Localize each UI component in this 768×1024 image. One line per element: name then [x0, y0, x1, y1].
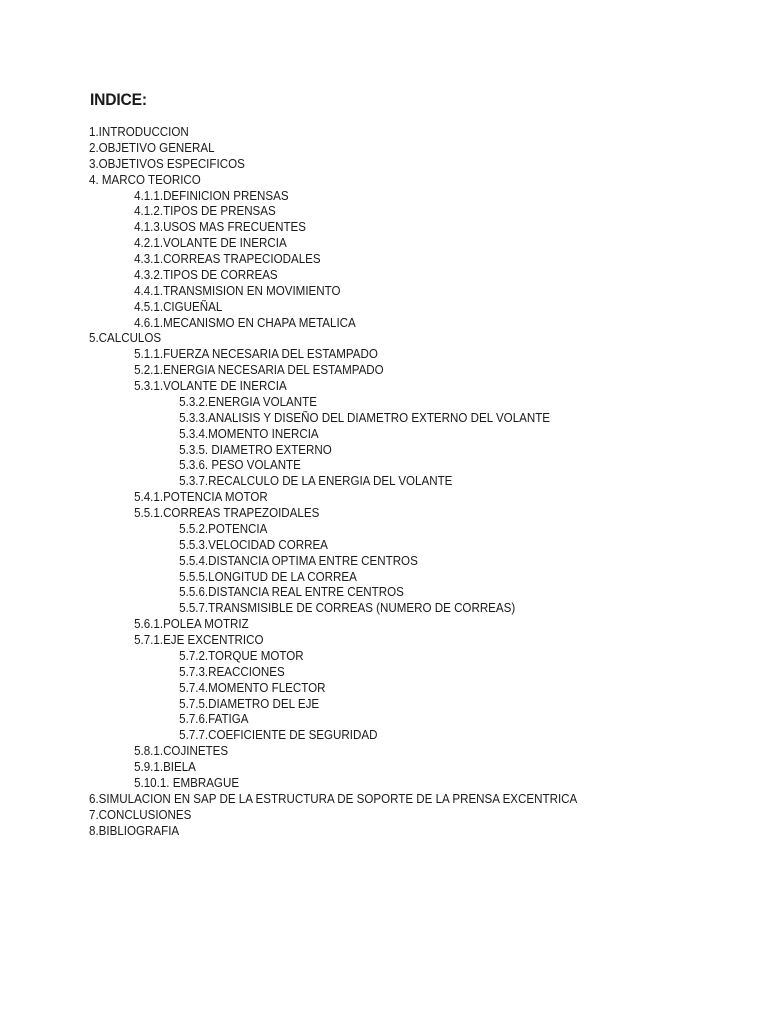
toc-entry: 7.CONCLUSIONES	[89, 807, 192, 822]
toc-entry: 5.1.1.FUERZA NECESARIA DEL ESTAMPADO	[134, 347, 378, 362]
toc-entry: 5.3.1.VOLANTE DE INERCIA	[134, 379, 287, 393]
toc-entry: 5.7.5.DIAMETRO DEL EJE	[179, 696, 320, 711]
toc-entry: 1.INTRODUCCION	[89, 125, 189, 139]
toc-entry: 8.BIBLIOGRAFIA	[89, 823, 180, 838]
toc-entry: 4.6.1.MECANISMO EN CHAPA METALICA	[134, 315, 356, 330]
toc-entry: 5.7.6.FATIGA	[179, 712, 249, 727]
toc-entry: 5.7.4.MOMENTO FLECTOR	[179, 680, 326, 695]
toc-entry: 5.3.4.MOMENTO INERCIA	[179, 426, 319, 441]
toc-entry: 5.3.7.RECALCULO DE LA ENERGIA DEL VOLANTE	[179, 474, 453, 489]
toc-entry: 4.4.1.TRANSMISION EN MOVIMIENTO	[134, 283, 341, 298]
toc-entry: 4.1.3.USOS MAS FRECUENTES	[134, 220, 306, 235]
toc-entry: 4.5.1.CIGUEÑAL	[134, 299, 223, 314]
toc-entry: 5.7.1.EJE EXCENTRICO	[134, 633, 264, 647]
toc-entry: 5.4.1.POTENCIA MOTOR	[134, 490, 268, 505]
toc-entry: 5.7.3.REACCIONES	[179, 664, 285, 679]
toc-entry: 5.8.1.COJINETES	[134, 744, 229, 759]
toc-entry: 4.2.1.VOLANTE DE INERCIA	[134, 236, 287, 251]
toc-entry: 2.OBJETIVO GENERAL	[89, 140, 215, 155]
toc-entry: 5.7.7.COEFICIENTE DE SEGURIDAD	[179, 728, 378, 743]
toc-entry: 6.SIMULACION EN SAP DE LA ESTRUCTURA DE SOPORTE DE LA PRENSA EXCENTRICA	[89, 791, 578, 806]
toc-entry: 5.10.1. EMBRAGUE	[134, 775, 240, 790]
page-title: INDICE:	[90, 90, 147, 109]
toc-entry: 5.5.1.CORREAS TRAPEZOIDALES	[134, 506, 320, 520]
toc-entry: 5.5.4.DISTANCIA OPTIMA ENTRE CENTROS	[179, 553, 418, 568]
toc-entry: 4.3.2.TIPOS DE CORREAS	[134, 267, 278, 282]
toc-entry: 4.3.1.CORREAS TRAPECIODALES	[134, 252, 321, 266]
toc-entry: 5.6.1.POLEA MOTRIZ	[134, 617, 249, 632]
toc-entry: 5.3.2.ENERGIA VOLANTE	[179, 394, 317, 409]
toc-entry: 5.3.6. PESO VOLANTE	[179, 458, 301, 473]
toc-entry: 5.7.2.TORQUE MOTOR	[179, 648, 304, 663]
toc-entry: 5.2.1.ENERGIA NECESARIA DEL ESTAMPADO	[134, 363, 384, 378]
table-of-contents	[89, 125, 620, 839]
toc-entry: 4.1.1.DEFINICION PRENSAS	[134, 188, 289, 203]
toc-entry: 5.5.6.DISTANCIA REAL ENTRE CENTROS	[179, 585, 404, 600]
toc-entry: 5.CALCULOS	[89, 331, 162, 346]
toc-entry: 5.9.1.BIELA	[134, 760, 196, 774]
toc-entry: 5.5.2.POTENCIA	[179, 521, 268, 536]
toc-entry: 3.OBJETIVOS ESPECIFICOS	[89, 156, 245, 171]
toc-entry: 5.5.7.TRANSMISIBLE DE CORREAS (NUMERO DE CORREAS)	[179, 601, 516, 616]
toc-entry: 5.3.5. DIAMETRO EXTERNO	[179, 442, 332, 457]
toc-entry: 4. MARCO TEORICO	[89, 172, 201, 187]
toc-entry: 5.5.5.LONGITUD DE LA CORREA	[179, 569, 357, 584]
toc-entry: 4.1.2.TIPOS DE PRENSAS	[134, 204, 276, 219]
toc-entry: 5.5.3.VELOCIDAD CORREA	[179, 537, 328, 552]
toc-entry: 5.3.3.ANALISIS Y DISEÑO DEL DIAMETRO EXTERNO DEL VOLANTE	[179, 410, 551, 425]
